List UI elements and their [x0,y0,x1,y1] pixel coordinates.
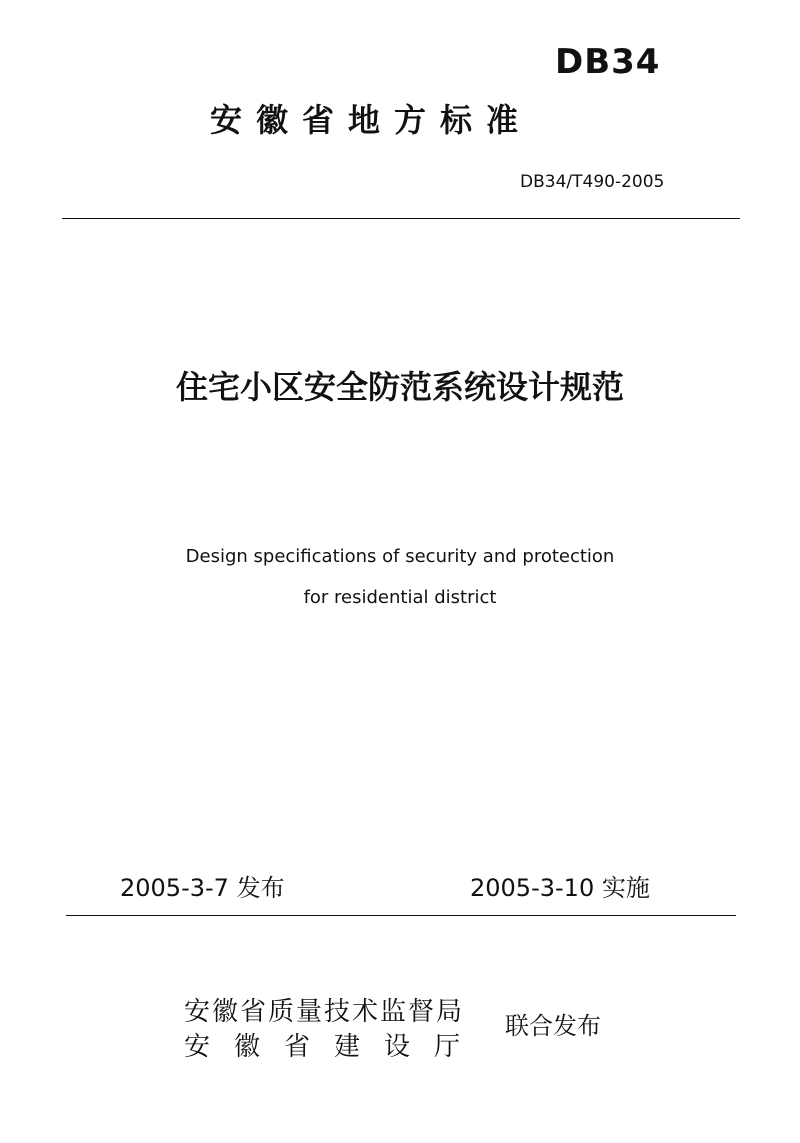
title-english-line2: for residential district [303,587,497,608]
standard-number: DB34/T490-2005 [520,172,665,192]
top-rule [62,218,740,219]
joint-issue-label: 联合发布 [505,1012,601,1040]
title-chinese: 住宅小区安全防范系统设计规范 [175,368,624,406]
issue-date: 2005-3-7 发布 [120,874,285,902]
issuer-quality-bureau: 安徽省质量技术监督局 [184,997,465,1027]
issuer-construction-department: 安徽省建设厅 [184,1032,485,1062]
code-mark: DB34 [555,42,661,82]
standard-class: 安徽省地方标准 [210,101,533,139]
bottom-rule [66,915,736,916]
title-english-line1: Design specifications of security and protection [185,546,615,567]
implementation-date: 2005-3-10 实施 [470,874,650,902]
